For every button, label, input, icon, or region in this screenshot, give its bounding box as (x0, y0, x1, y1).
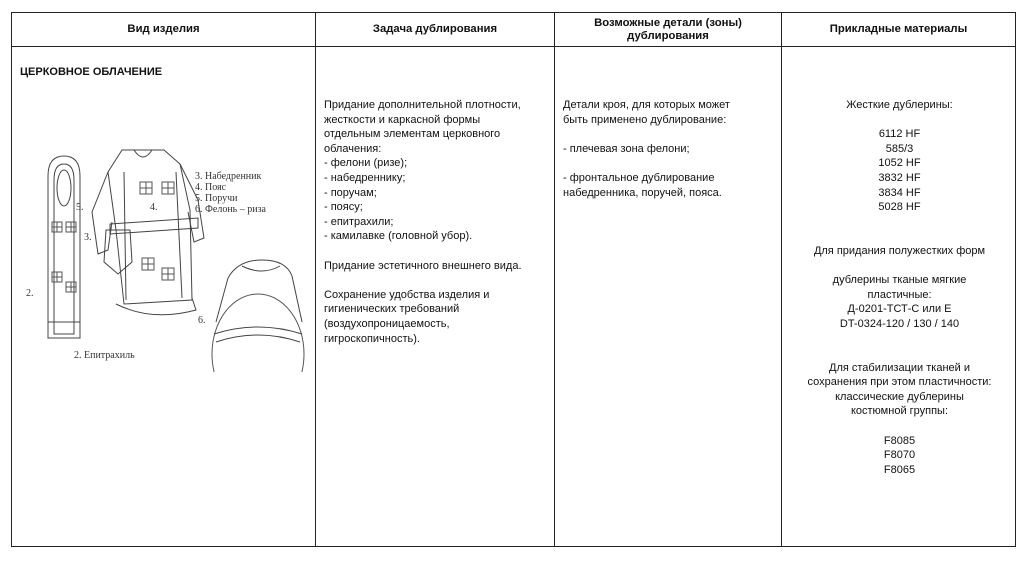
header-row (12, 13, 1016, 47)
task-line: - фелони (ризе); (324, 157, 408, 170)
material-code: 585/3 (885, 142, 914, 155)
header-zones (555, 13, 782, 47)
header-zones-line2: дублирования (627, 29, 709, 42)
vestments-illustration (12, 72, 312, 362)
header-product-type: Вид изделия (12, 13, 316, 47)
material-code: 3834 HF (878, 186, 921, 199)
material-code: 6112 HF (878, 128, 921, 141)
materials-line: дублерины тканые мягкие (832, 274, 967, 287)
material-code: F8065 (883, 463, 916, 476)
marker-2: 2. (26, 287, 34, 299)
marker-3: 3. (84, 231, 92, 243)
materials-heading: Для придания полужестких форм (813, 244, 986, 257)
task-line: - набедреннику; (324, 171, 406, 184)
vestments-drawing (12, 72, 312, 372)
marker-6: 6. (198, 314, 206, 326)
cell-zones (555, 47, 782, 547)
material-code: F8085 (883, 434, 916, 447)
materials-line: Д-0201-ТСТ-С или Е (847, 303, 952, 316)
zones-line: Детали кроя, для которых может (563, 99, 730, 111)
material-code: F8070 (883, 449, 916, 462)
legend-item-5: 5. Поручи (195, 192, 238, 204)
materials-line: пластичные: (867, 288, 932, 301)
legend-item-6: 6. Фелонь – риза (195, 203, 266, 215)
table-row (12, 47, 1016, 547)
task-line: отдельным элементам церковного (324, 128, 501, 141)
materials-text (782, 47, 1015, 477)
materials-line: костюмной группы: (850, 405, 949, 418)
product-table (11, 12, 1016, 547)
cell-materials (782, 47, 1016, 547)
task-line: - камилавке (головной убор). (324, 230, 473, 243)
materials-line: DT-0324-120 / 130 / 140 (839, 317, 960, 330)
task-line: Придание эстетичного внешнего вида. (324, 259, 522, 272)
task-line: - поручам; (324, 186, 377, 199)
task-line: - епитрахили; (324, 215, 394, 228)
header-zones-line1: Возможные детали (зоны) (594, 16, 742, 29)
marker-4: 4. (150, 201, 158, 213)
material-code: 1052 HF (878, 157, 921, 170)
product-title: ЦЕРКОВНОЕ ОБЛАЧЕНИЕ (20, 66, 163, 78)
material-code: 3832 HF (878, 171, 921, 184)
task-line: гигиенических требований (324, 303, 460, 316)
zones-line: быть применено дублирование: (563, 113, 727, 126)
zones-line: набедренника, поручей, пояса. (563, 186, 722, 199)
task-line: Придание дополнительной плотности, (324, 99, 521, 111)
marker-5: 5. (76, 201, 84, 213)
materials-line: классические дублерины (835, 390, 964, 403)
task-line: (воздухопроницаемость, (324, 317, 450, 330)
zones-line: - фронтальное дублирование (563, 171, 715, 184)
cell-task (316, 47, 555, 547)
zones-line: - плечевая зона фелони; (563, 142, 690, 155)
header-task: Задача дублирования (316, 13, 555, 47)
task-line: Сохранение удобства изделия и (324, 288, 490, 301)
figure-caption: 2. Епитрахиль (74, 349, 135, 361)
task-line: облачения: (324, 142, 382, 155)
legend-item-4: 4. Пояс (195, 181, 227, 193)
header-materials: Прикладные материалы (782, 13, 1016, 47)
task-text (316, 47, 554, 346)
legend-item-3: 3. Набедренник (195, 170, 262, 182)
task-line: жесткости и каркасной формы (324, 113, 481, 126)
material-code: 5028 HF (878, 201, 921, 214)
materials-line: Для стабилизации тканей и (829, 361, 970, 374)
materials-heading: Жесткие дублерины: (846, 99, 953, 111)
cell-product-type (12, 47, 316, 547)
task-line: - поясу; (324, 201, 363, 214)
task-line: гигроскопичность). (324, 332, 420, 345)
zones-text (555, 47, 781, 200)
materials-line: сохранения при этом пластичности: (807, 376, 992, 389)
